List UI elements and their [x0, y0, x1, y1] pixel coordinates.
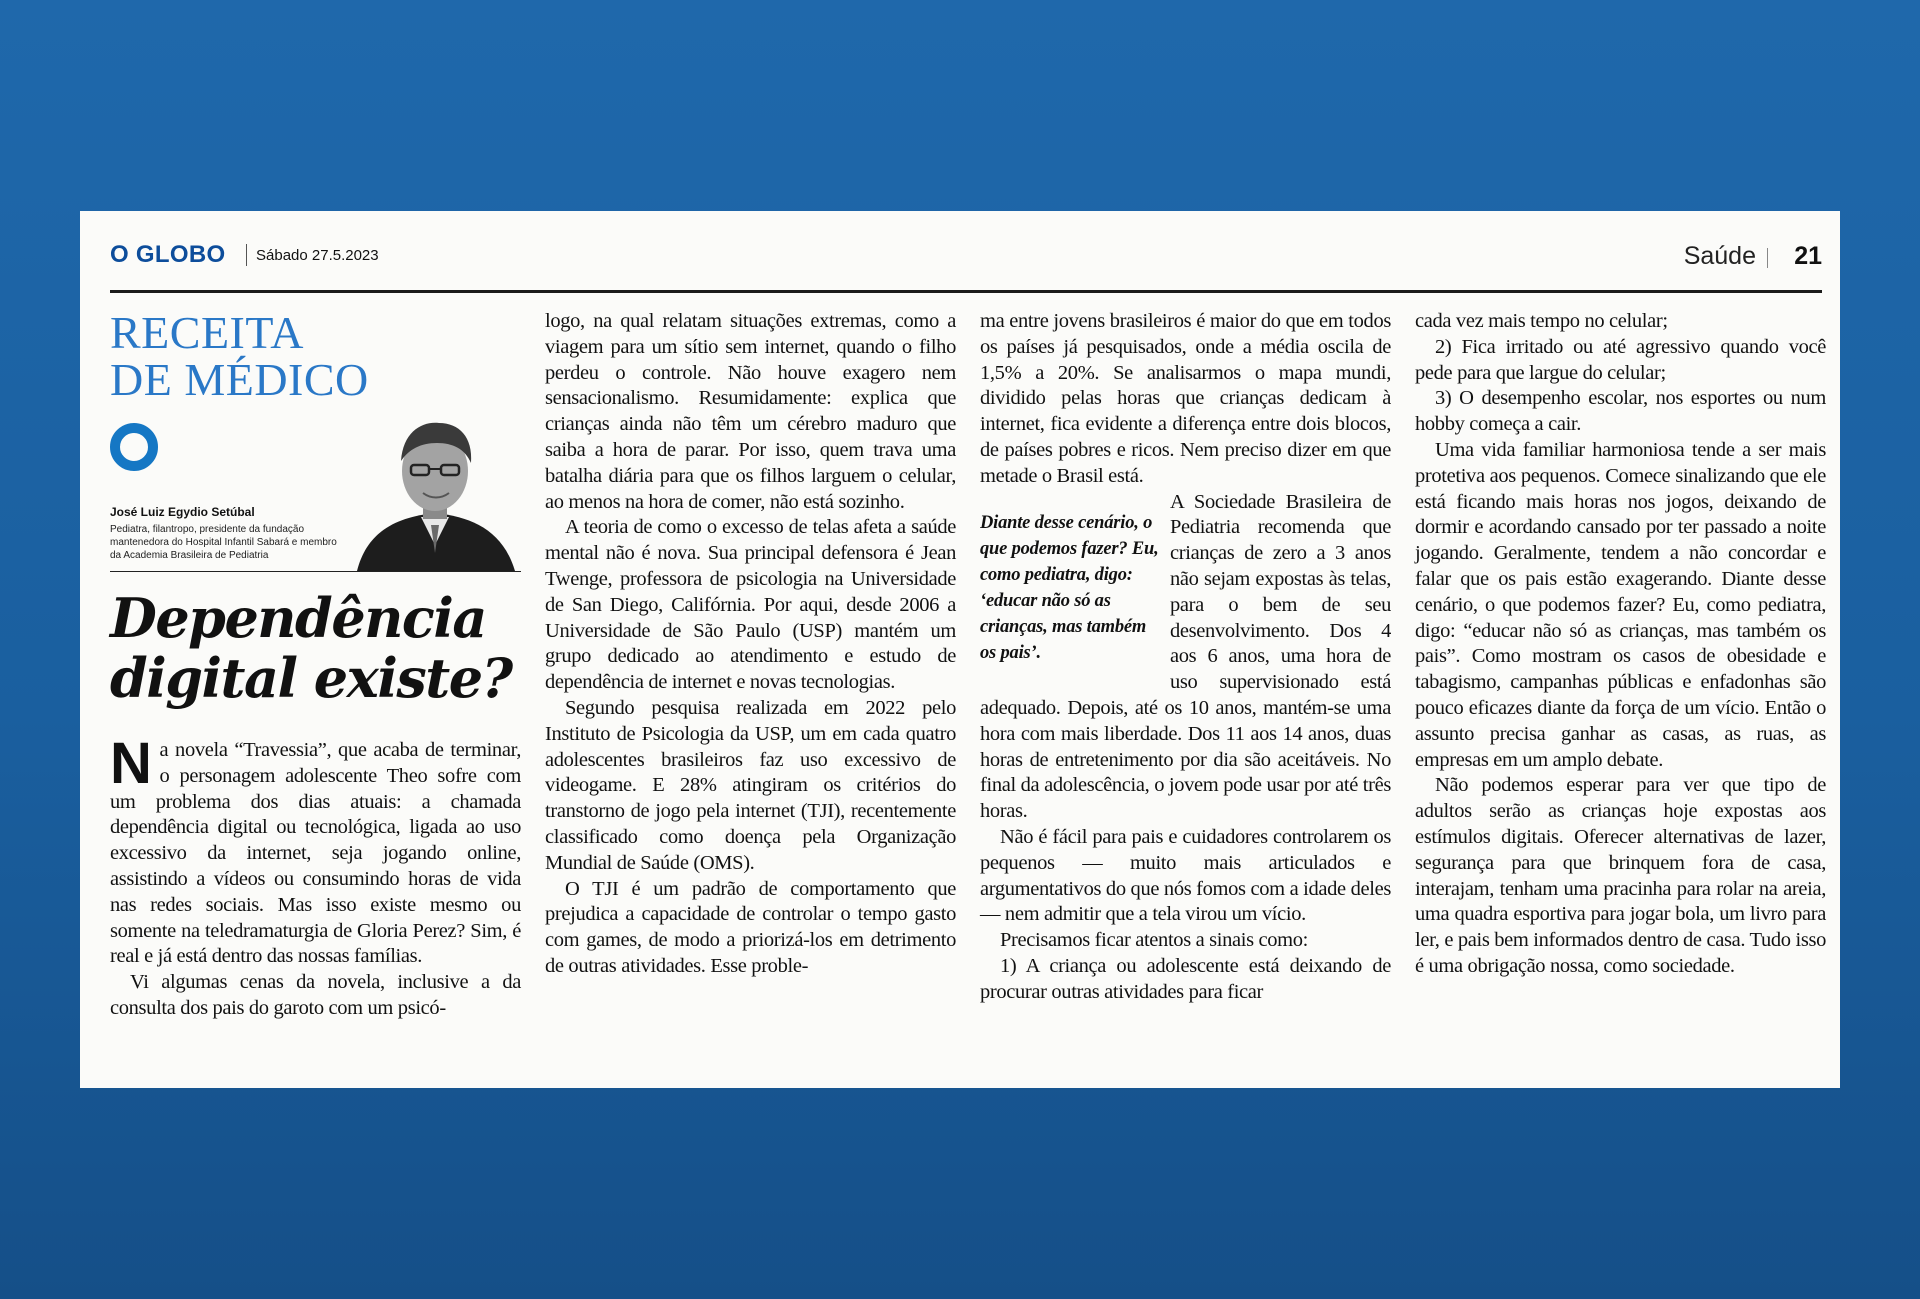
- issue-date: Sábado 27.5.2023: [256, 247, 379, 264]
- o-globo-circle-icon: [110, 423, 158, 471]
- header-divider: [246, 244, 247, 266]
- body-paragraph: cada vez mais tempo no celular;: [1415, 310, 1668, 332]
- body-paragraph: Precisamos ficar atentos a sinais como:: [1000, 929, 1308, 952]
- header-divider-right: [1767, 248, 1768, 268]
- body-paragraph: Uma vida familiar harmoniosa tende a ser mais protetiva aos pequenos. Comece sinalizando que ele está ficando mais horas nos jogos, deixando de dormir e acordando cansado por ter passado a noite jogando. Geralmente, tendem a não concordar e falar que os pais estão exagerando. Diante desse cenário, o que podemos fazer? Eu, como pediatra, digo: “educar não só as crianças, mas também os pais”. Como mostram os casos de obesidade e tabagismo, campanhas públicas e enfadonhas são pouco eficazes diante da força de um vício. Então o assunto precisa ganhar as casas, as ruas, as empresas em um amplo debate.: [1415, 438, 1826, 771]
- column-1: [110, 309, 521, 1022]
- body-paragraph: 2) Fica irritado ou até agressivo quando você pede para que largue do celular;: [1415, 335, 1826, 384]
- body-paragraph: 3) O desempenho escolar, nos esportes ou num hobby começa a cair.: [1415, 387, 1826, 436]
- article-columns: [110, 307, 1826, 1022]
- body-paragraph: A teoria de como o excesso de telas afeta a saúde mental não é nova. Sua principal defensora é Jean Twenge, professora de psicologia na Universidade de San Diego, Califórnia. Por aqui, desde 2006 a Universidade de São Paulo (USP) mantém um grupo dedicado ao atendimento e estudo de dependência de internet e novas tecnologias.: [545, 516, 956, 694]
- author-box: [110, 411, 521, 572]
- kicker-line-1: RECEITA: [110, 307, 305, 358]
- pull-quote: Diante desse cenário, o que podemos fazer? Eu, como pediatra, digo: ‘educar não só as crianças, mas também os pais’.: [980, 512, 1159, 663]
- kicker-line-2: DE MÉDICO: [110, 354, 369, 405]
- body-paragraph: Não podemos esperar para ver que tipo de adultos serão as crianças hoje expostas aos estímulos digitais. Oferecer alternativas de lazer, segurança para que brinquem fora de casa, interajam, tenham uma pracinha para rolar na areia, uma quadra esportiva para jogar bola, um livro para ler, e pais bem informados dentro de casa. Tudo isso é uma obrigação nossa, como sociedade.: [1415, 774, 1826, 977]
- page-header: [110, 241, 1822, 285]
- body-paragraph: O TJI é um padrão de comportamento que prejudica a capacidade de controlar o tempo gasto com games, de modo a priorizá-los em detrimento de outras atividades. Esse proble-: [545, 877, 956, 977]
- body-paragraph: Não é fácil para pais e cuidadores controlarem os pequenos — muito mais articulados e argumentativos do que nós fomos com a idade deles — nem admitir que a tela virou um vício.: [980, 825, 1391, 926]
- newspaper-logo: O GLOBO: [110, 241, 226, 268]
- newspaper-page: [80, 211, 1840, 1088]
- column-4: [1415, 309, 1826, 1022]
- body-paragraph: ma entre jovens brasileiros é maior do que em todos os países já pesquisados, onde a média oscila de 1,5% a 20%. Se analisarmos o mapa mundi, dividido pelas horas que crianças dedicam à internet, fica evidente a diferença entre dois blocos, de países pobres e ricos. Nem preciso dizer em que metade o Brasil está.: [980, 310, 1391, 487]
- body-paragraph: Na novela “Travessia”, que acaba de terminar, o personagem adolescente Theo sofre com um problema dos dias atuais: a chamada dependência digital ou tecnológica, ligada ao uso excessivo da internet, seja jogando online, assistindo a vídeos ou consumindo horas de vida nas redes sociais. Mas isso existe mesmo ou somente na teledramaturgia de Gloria Perez? Sim, é real e já está dentro das nossas famílias.: [110, 731, 521, 968]
- headline: Dependência digital existe?: [110, 586, 512, 710]
- author-name: José Luiz Egydio Setúbal: [110, 505, 255, 519]
- column-3: [980, 309, 1391, 1022]
- pull-quote-wrap: [980, 309, 1391, 825]
- page-number: 21: [1794, 242, 1822, 270]
- body-paragraph: Segundo pesquisa realizada em 2022 pelo Instituto de Psicologia da USP, um em cada quatro adolescentes brasileiros faz uso excessivo de videogame. E 28% atingiram os critérios do transtorno de jogo pela internet (TJI), recentemente classificado como doença pela Organização Mundial de Saúde (OMS).: [545, 696, 956, 874]
- column-kicker: [110, 309, 521, 403]
- author-portrait: [349, 413, 521, 571]
- body-paragraph: 1) A criança ou adolescente está deixando de procurar outras atividades para ficar: [980, 954, 1391, 1003]
- body-paragraph: logo, na qual relatam situações extremas, como a viagem para um sítio sem internet, quando o filho perdeu o controle. Não houve exagero nem sensacionalismo. Resumidamente: explica que crianças ainda não têm um cérebro maduro que saiba a hora de parar. Por isso, quem trava uma batalha diária para que os filhos larguem o celular, ao menos na hora de comer, não está sozinho.: [545, 310, 956, 513]
- body-paragraph: A Sociedade Brasileira de Pediatria recomenda que crianças de zero a 3 anos não sejam expostas às telas, para o bem de seu desenvolvimento. Dos 4 aos 6 anos, uma hora de uso supervisionado está adequado. Depois, até os 10 anos, mantém-se uma hora com mais liberdade. Dos 11 aos 14 anos, duas horas de entretenimento por dia são aceitáveis. No final da adolescência, o jovem pode usar por até três horas.: [980, 490, 1391, 823]
- column-2: [545, 309, 956, 1022]
- author-bio: Pediatra, filantropo, presidente da fundação mantenedora do Hospital Infantil Sabará e membro da Academia Brasileira de Pediatria: [110, 524, 337, 561]
- body-paragraph: Vi algumas cenas da novela, inclusive a da consulta dos pais do garoto com um psicó-: [110, 971, 521, 1019]
- section-name: Saúde: [1683, 242, 1756, 270]
